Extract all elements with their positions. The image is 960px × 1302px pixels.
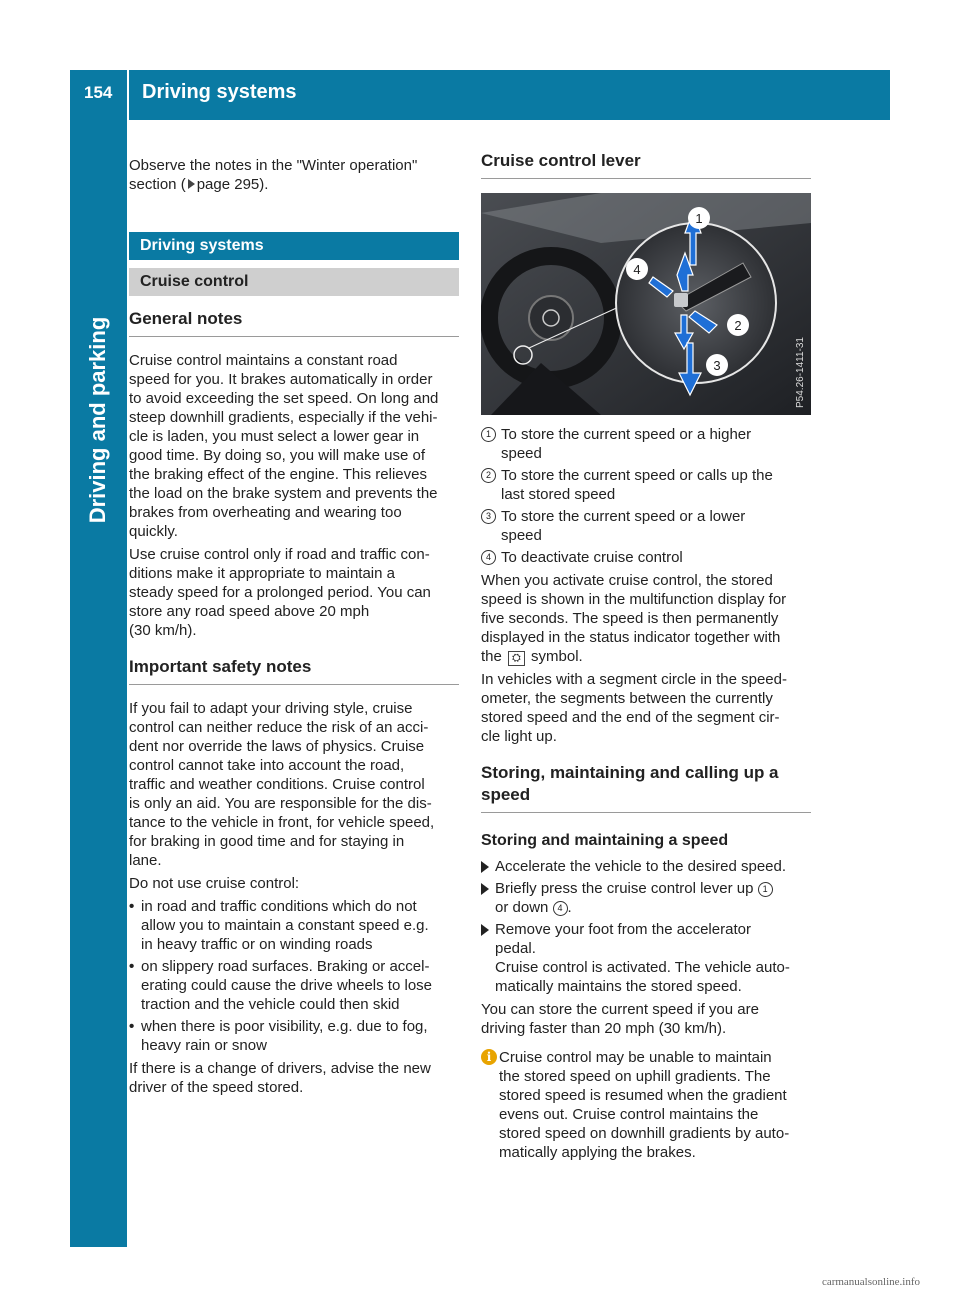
info-icon: i (481, 1049, 497, 1065)
caption-text: To deactivate cruise control (501, 549, 683, 566)
step-arrow-icon (481, 861, 489, 873)
page-ref-icon (188, 179, 195, 189)
info-note (481, 1048, 811, 1162)
number-circle-icon: 4 (553, 901, 568, 916)
list-item (481, 425, 811, 463)
safety-paragraph-2: Do not use cruise control: (129, 875, 300, 892)
number-circle-icon: 1 (758, 882, 773, 897)
list-item (129, 897, 459, 954)
store-paragraph: You can store the current speed if you are driving faster than 20 mph (30 km/h). (481, 1001, 759, 1037)
step-arrow-icon (481, 883, 489, 895)
step-text: Remove your foot from the accelerator pedal. Cruise control is activated. The vehicle auto- matically maintains the stored speed. (495, 921, 790, 995)
list-item (481, 879, 811, 917)
callout-2-label: 2 (734, 318, 742, 333)
step-text: Briefly press the cruise control lever up (495, 880, 754, 897)
intro-text: Observe the notes in the "Winter operation" section ( (129, 157, 418, 193)
safety-bullet-list (129, 897, 459, 1055)
lever-tip (674, 293, 688, 307)
safety-notes-heading: Important safety notes (129, 656, 459, 685)
number-circle-icon: 2 (481, 468, 496, 483)
caption-text: To store the current speed or calls up the last stored speed (501, 467, 773, 503)
list-item (481, 920, 811, 996)
bullet-icon: • (129, 958, 135, 975)
safety-paragraph-3: If there is a change of drivers, advise the new driver of the speed stored. (129, 1060, 431, 1096)
list-item (481, 507, 811, 545)
storing-heading: Storing, maintaining and calling up a speed (481, 762, 811, 813)
header-divider (127, 70, 129, 120)
step-text-mid: or down (495, 899, 549, 916)
figure-code: P54.26-1411-31 (795, 337, 806, 408)
info-text: Cruise control may be unable to maintain the stored speed on uphill gradients. The stored speed is resumed when the gradient evens out. Cruise control maintains the stored speed on downhill gradients by auto- matically applying the brakes. (499, 1049, 790, 1161)
side-tab (70, 120, 127, 1247)
page-header (70, 70, 890, 120)
cruise-lever-heading: Cruise control lever (481, 150, 811, 179)
section-bar: Driving systems (129, 232, 459, 260)
bullet-icon: • (129, 898, 135, 915)
step-text: Accelerate the vehicle to the desired speed. (495, 858, 787, 875)
activate-paragraph (481, 571, 811, 666)
callout-4-label: 4 (633, 262, 641, 277)
side-tab-label: Driving and parking (85, 316, 110, 524)
cruise-lever-figure (481, 193, 811, 415)
step-arrow-icon (481, 924, 489, 936)
list-item (481, 466, 811, 504)
number-circle-icon: 4 (481, 550, 496, 565)
storing-steps-list (481, 857, 811, 996)
list-item (129, 1017, 459, 1055)
bullet-text: in road and traffic conditions which do not allow you to maintain a constant speed e.g. in heavy traffic or on winding roads (141, 898, 429, 953)
segment-paragraph: In vehicles with a segment circle in the speed- ometer, the segments between the currently stored speed and the end of the segment cir- cle light up. (481, 671, 787, 745)
general-notes-heading: General notes (129, 308, 459, 337)
callout-caption-list (481, 425, 811, 567)
number-circle-icon: 3 (481, 509, 496, 524)
number-circle-icon: 1 (481, 427, 496, 442)
bullet-text: when there is poor visibility, e.g. due to fog, heavy rain or snow (141, 1018, 428, 1054)
bullet-icon: • (129, 1018, 135, 1035)
list-item (129, 957, 459, 1014)
activate-text-end: symbol. (531, 648, 583, 665)
cruise-lever-illustration (481, 193, 811, 415)
callout-3-label: 3 (713, 358, 721, 373)
steering-hub (529, 296, 573, 340)
right-column (481, 150, 811, 1162)
list-item (481, 857, 811, 876)
general-paragraph-2: Use cruise control only if road and traffic con- ditions make it appropriate to maintain a steady speed for a prolonged period. You can store any road speed above 20 mph (30 km/h). (129, 546, 431, 639)
intro-paragraph (129, 156, 459, 194)
step-text-end: . (567, 899, 572, 916)
page-number: 154 (84, 83, 113, 102)
activate-text: When you activate cruise control, the stored speed is shown in the multifunction display for five seconds. The speed is then permanently displayed in the status indicator together with the (481, 572, 787, 665)
footer-watermark: carmanualsonline.info (821, 1276, 920, 1288)
safety-paragraph-1: If you fail to adapt your driving style, cruise control can neither reduce the risk of an acci- dent nor override the laws of physics. Cruise control cannot take into account the road, traffic and weather conditions. Cruise control is only an aid. You are responsible for the dis- tance to the vehicle in front, for vehicle speed, for braking in good time and for staying in lane. (129, 700, 435, 869)
header-title: Driving systems (142, 81, 297, 103)
callout-1-label: 1 (695, 211, 703, 226)
general-paragraph-1: Cruise control maintains a constant road speed for you. It brakes automatically in order to avoid exceeding the set speed. On long and steep downhill gradients, especially if the vehi- cle is laden, you must select a lower gear in good time. By doing so, you will make use of the braking effect of the engine. This relieves the load on the brake system and prevents the brakes from overheating and wearing too quickly. (129, 352, 439, 540)
list-item (481, 548, 811, 567)
caption-text: To store the current speed or a higher speed (501, 426, 752, 462)
bullet-text: on slippery road surfaces. Braking or accel- erating could cause the drive wheels to lose traction and the vehicle could then skid (141, 958, 433, 1013)
intro-page-ref[interactable]: page 295). (196, 176, 269, 193)
storing-subheading: Storing and maintaining a speed (481, 832, 729, 849)
left-column (129, 156, 459, 1101)
subsection-bar: Cruise control (129, 268, 459, 296)
caption-text: To store the current speed or a lower speed (501, 508, 746, 544)
cruise-control-symbol-icon: ⛭ (508, 651, 525, 666)
